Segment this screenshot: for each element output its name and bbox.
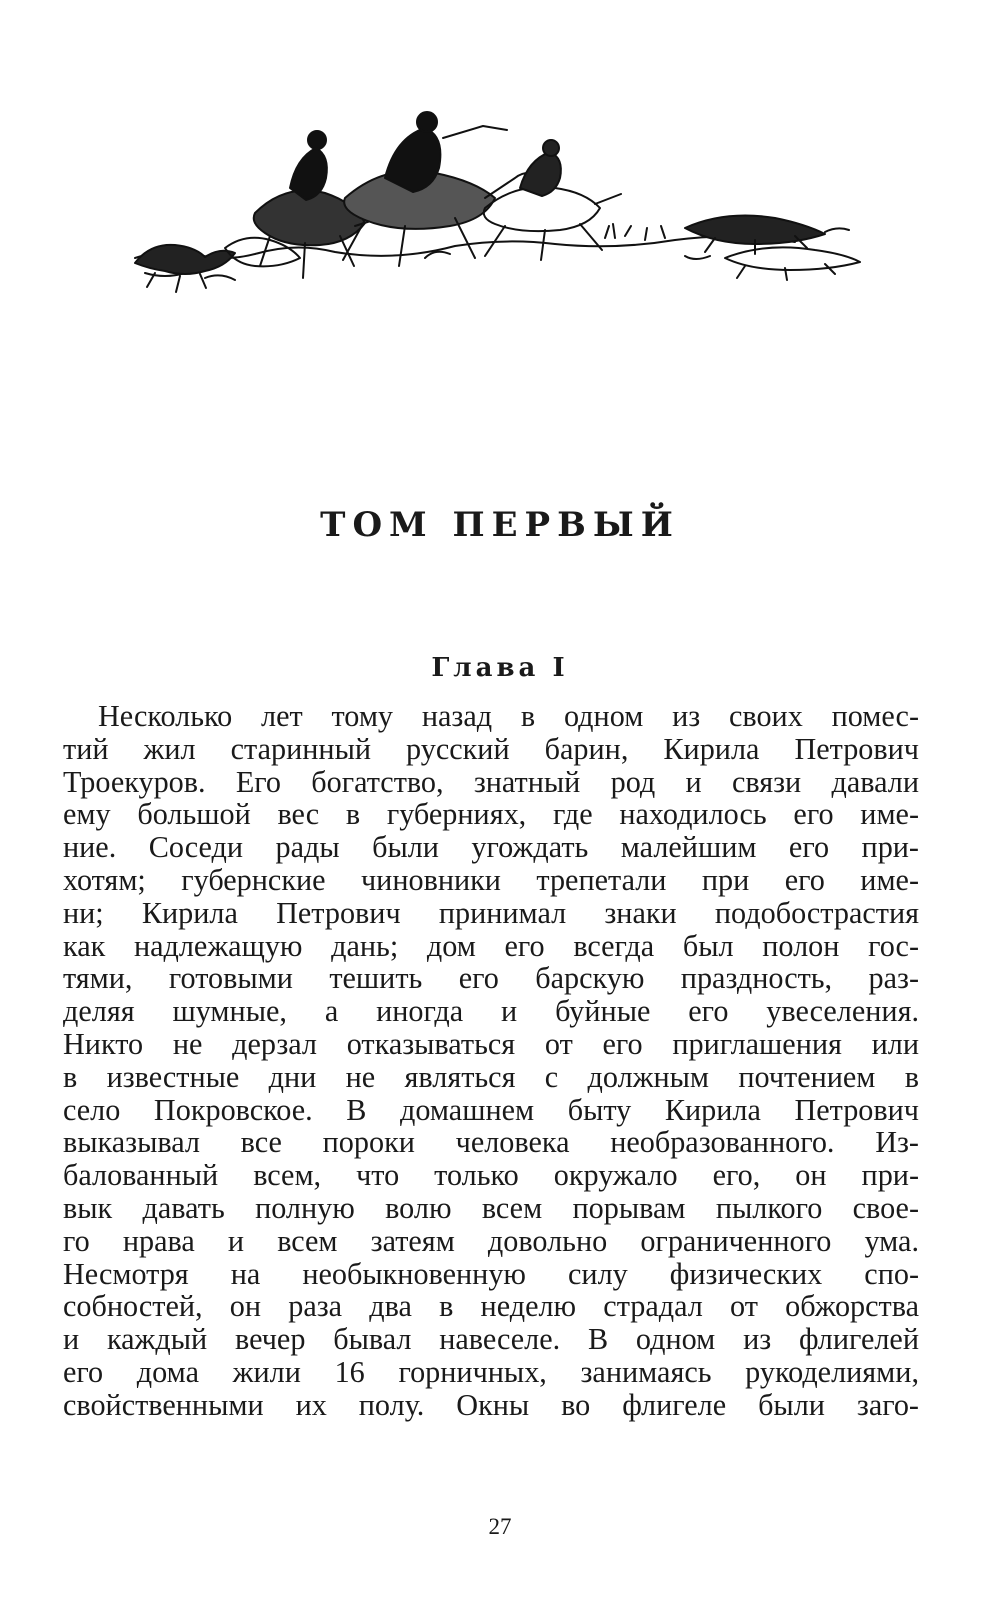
text-line: в известные дни не являться с должным почтением в xyxy=(63,1059,919,1094)
text-line: го нрава и всем затеям довольно ограниченного ума. xyxy=(63,1223,919,1258)
text-line: тями, готовыми тешить его барскую праздность, раз- xyxy=(63,961,919,996)
text-line: ние. Соседи рады были угождать малейшим его при- xyxy=(63,830,919,865)
text-line: деляя шумные, а иногда и буйные его увеселения. xyxy=(63,994,919,1029)
chapter-title: Глава I xyxy=(431,653,569,683)
text-line: село Покровское. В домашнем быту Кирила Петрович xyxy=(63,1092,919,1127)
hunting-scene-illustration xyxy=(125,108,865,298)
text-line: ни; Кирила Петрович принимал знаки подобострастия xyxy=(63,895,919,930)
page-number: 27 xyxy=(488,1514,512,1539)
text-line: хотям; губернские чиновники трепетали при его име- xyxy=(63,862,919,897)
text-line: балованный всем, что только окружало его, он при- xyxy=(63,1158,919,1193)
text-line: Троекуров. Его богатство, знатный род и связи давали xyxy=(63,764,919,799)
text-line: Несколько лет тому назад в одном из своих помес- xyxy=(98,699,919,733)
text-line: и каждый вечер бывал навеселе. В одном из флигелей xyxy=(63,1322,919,1357)
text-line: Несмотря на необыкновенную силу физических спо- xyxy=(63,1256,919,1291)
body-text xyxy=(63,700,919,1422)
text-line: его дома жили 16 горничных, занимаясь рукоделиями, xyxy=(63,1354,919,1389)
text-line: как надлежащую дань; дом его всегда был полон гос- xyxy=(63,928,919,963)
text-line: тий жил старинный русский барин, Кирила Петрович xyxy=(63,731,919,766)
text-line: вык давать полную волю всем порывам пылкого свое- xyxy=(63,1190,919,1225)
text-line: собностей, он раза два в неделю страдал от обжорства xyxy=(63,1289,919,1324)
text-line: ему большой вес в губерниях, где находилось его име- xyxy=(63,797,919,832)
text-line: свойственными их полу. Окны во флигеле были заго- xyxy=(63,1387,919,1422)
volume-title: ТОМ ПЕРВЫЙ xyxy=(320,505,680,545)
text-line: Никто не дерзал отказываться от его приглашения или xyxy=(63,1026,919,1061)
text-line: выказывал все пороки человека необразованного. Из- xyxy=(63,1125,919,1160)
